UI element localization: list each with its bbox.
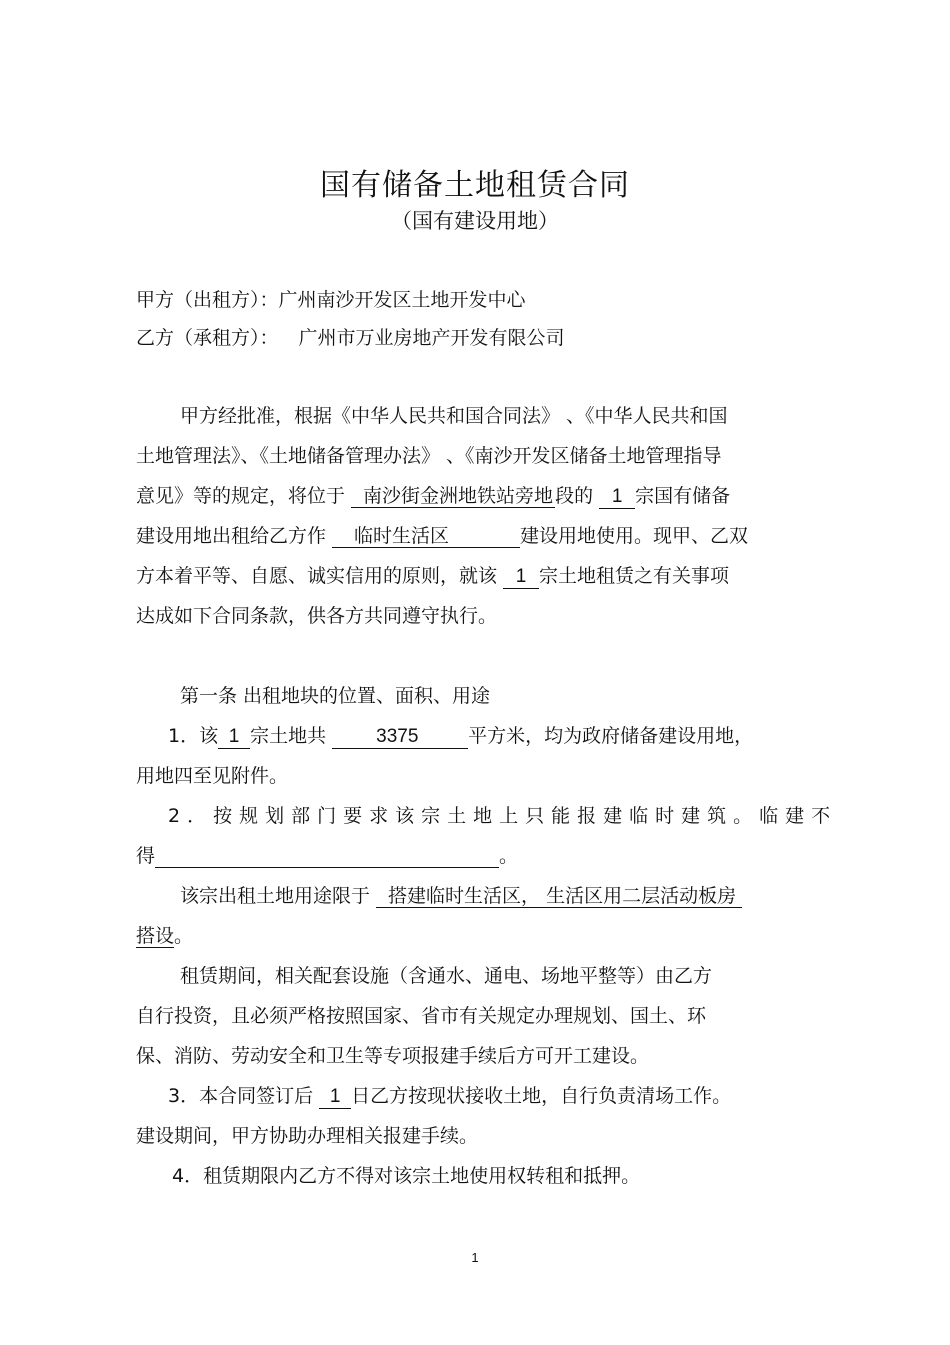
preamble-text: 方本着平等、自愿、诚实信用的原则，就该 bbox=[136, 565, 504, 587]
item-1-count-blank: 1 bbox=[218, 726, 250, 749]
preamble-text: 段的 bbox=[555, 485, 600, 507]
facilities-line-1: 租赁期间，相关配套设施（含通水、通电、场地平整等）由乙方 bbox=[180, 965, 713, 987]
parcel-count-blank-2: 1 bbox=[503, 566, 539, 589]
article-1-heading: 第一条 出租地块的位置、面积、用途 bbox=[180, 685, 491, 707]
preamble-text: 意见》等的规定，将位于 bbox=[136, 485, 352, 507]
facilities-line-3: 保、消防、劳动安全和卫生等专项报建手续后方可开工建设。 bbox=[136, 1045, 650, 1067]
preamble-line-6: 达成如下合同条款，供各方共同遵守执行。 bbox=[136, 605, 498, 627]
item-text: 该宗出租土地用途限于 bbox=[180, 885, 377, 907]
party-a-line bbox=[136, 287, 526, 313]
item-text: 日乙方按现状接收土地，自行负责清场工作。 bbox=[351, 1085, 732, 1107]
item-text: 2．按规划部门要求该宗土地上只能报建临时建筑。临建不 bbox=[168, 805, 838, 827]
item-text: 得 bbox=[136, 845, 156, 867]
item-text: 1．该 bbox=[168, 725, 219, 747]
party-b-name: 广州市万业房地产开发有限公司 bbox=[298, 327, 565, 349]
party-a-name: 广州南沙开发区土地开发中心 bbox=[278, 289, 526, 311]
preamble-line-3 bbox=[136, 483, 730, 509]
article-1-item-3-cont: 建设期间，甲方协助办理相关报建手续。 bbox=[136, 1125, 479, 1147]
land-use-line-cont bbox=[136, 923, 193, 949]
use-blank: 临时生活区 bbox=[332, 525, 520, 548]
area-blank: 3375 bbox=[332, 726, 468, 749]
preamble-line-1: 甲方经批准，根据《中华人民共和国合同法》 、《中华人民共和国 bbox=[180, 405, 728, 427]
days-blank: 1 bbox=[319, 1086, 351, 1109]
party-b-label: 乙方（承租方）： bbox=[136, 327, 279, 349]
document-subtitle: （国有建设用地） bbox=[391, 209, 559, 233]
facilities-line-2: 自行投资，且必须严格按照国家、省市有关规定办理规划、国土、环 bbox=[136, 1005, 707, 1027]
item-text: 平方米，均为政府储备建设用地， bbox=[468, 725, 754, 747]
preamble-line-2: 土地管理法》、《土地储备管理办法》 、《南沙开发区储备土地管理指导 bbox=[136, 445, 722, 467]
article-1-item-3 bbox=[168, 1083, 731, 1109]
article-1-item-2-cont bbox=[136, 843, 518, 869]
item-text: 3．本合同签订后 bbox=[168, 1085, 320, 1107]
preamble-text: 建设用地使用。现甲、乙双 bbox=[520, 525, 749, 547]
preamble-text: 宗国有储备 bbox=[635, 485, 731, 507]
party-a-label: 甲方（出租方）： bbox=[136, 289, 279, 311]
item-text: 。 bbox=[174, 925, 194, 947]
article-1-item-2 bbox=[168, 803, 837, 829]
article-1-item-4: 4．租赁期限内乙方不得对该宗土地使用权转租和抵押。 bbox=[172, 1165, 641, 1187]
document-title: 国有储备土地租赁合同 bbox=[320, 168, 630, 203]
preamble-line-4 bbox=[136, 523, 748, 549]
article-1-item-1 bbox=[168, 723, 753, 749]
preamble-text: 宗土地租赁之有关事项 bbox=[539, 565, 730, 587]
item-text: 宗土地共 bbox=[250, 725, 333, 747]
party-b-line bbox=[136, 325, 565, 351]
preamble-line-5 bbox=[136, 563, 729, 589]
location-blank: 南沙街金洲地铁站旁地 bbox=[351, 485, 555, 508]
article-1-item-1-cont: 用地四至见附件。 bbox=[136, 765, 289, 787]
land-use-blank-cont: 搭设 bbox=[136, 925, 175, 947]
preamble-text: 建设用地出租给乙方作 bbox=[136, 525, 333, 547]
parcel-count-blank: 1 bbox=[599, 486, 635, 509]
land-use-line bbox=[180, 883, 742, 909]
land-use-blank: 搭建临时生活区， 生活区用二层活动板房 bbox=[376, 885, 742, 908]
restriction-blank bbox=[155, 845, 499, 868]
page-number: 1 bbox=[471, 1250, 479, 1265]
item-text: 。 bbox=[499, 845, 519, 867]
